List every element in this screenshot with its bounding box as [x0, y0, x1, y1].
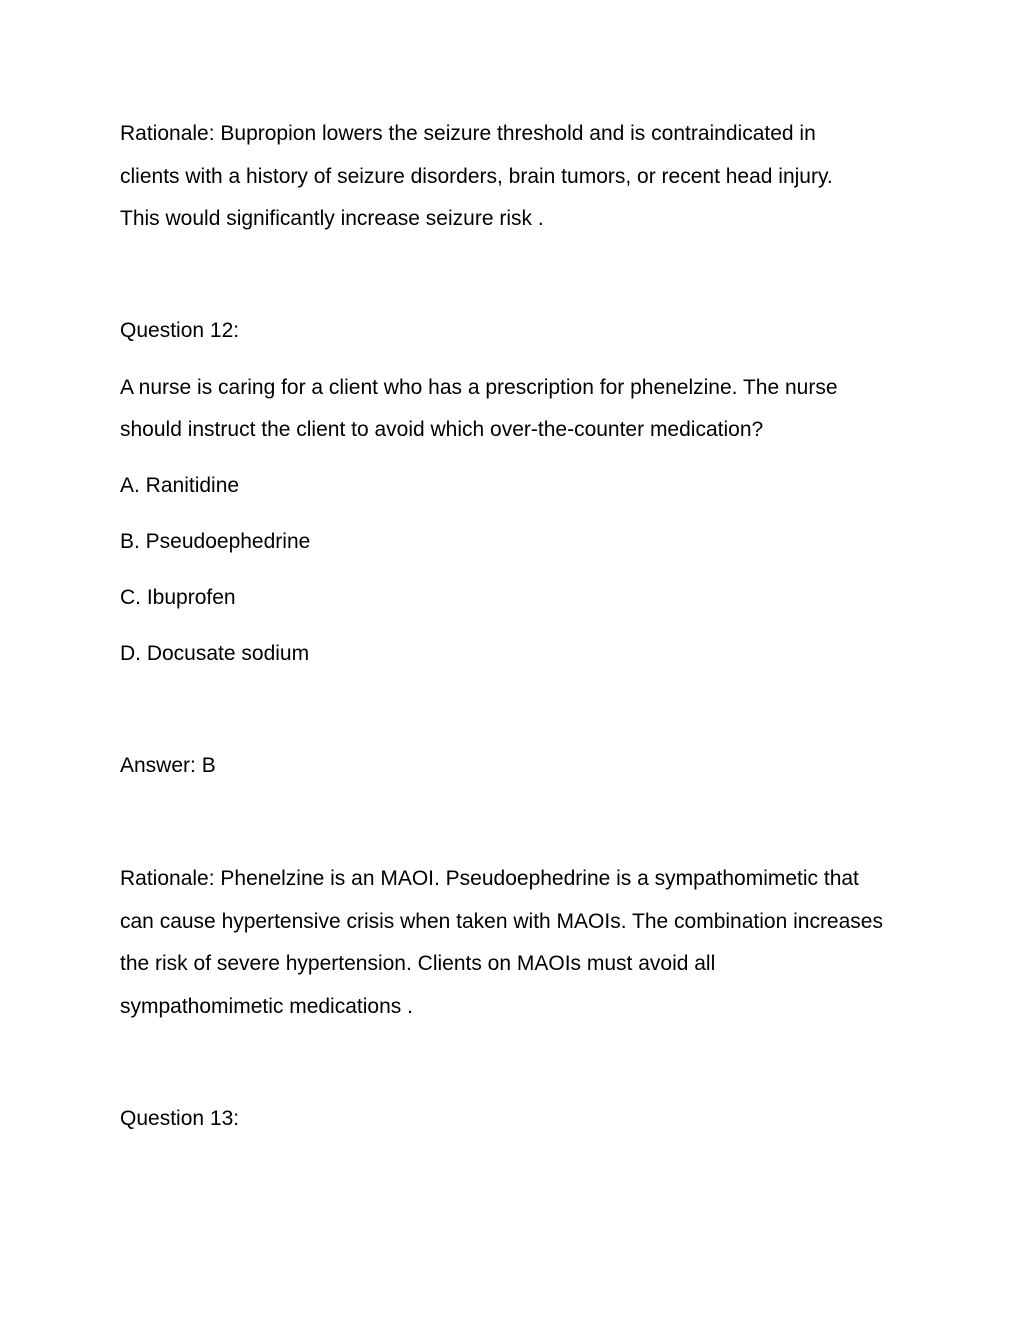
- question-12-stem-line-2: should instruct the client to avoid which over-the-counter medication?: [120, 418, 764, 441]
- question-12-rationale-line-3: the risk of severe hypertension. Clients on MAOIs must avoid all: [120, 952, 716, 975]
- question-12-stem-line-1: A nurse is caring for a client who has a prescription for phenelzine. The nurse: [120, 376, 838, 399]
- question-12-option-d: D. Docusate sodium: [120, 642, 310, 665]
- question-13-heading: Question 13:: [120, 1107, 240, 1130]
- question-12-rationale-line-2: can cause hypertensive crisis when taken with MAOIs. The combination increases: [120, 910, 883, 933]
- prev-rationale-line-2: clients with a history of seizure disorders, brain tumors, or recent head injury.: [120, 165, 833, 188]
- question-12-option-c: C. Ibuprofen: [120, 586, 236, 609]
- question-12-option-a: A. Ranitidine: [120, 474, 240, 497]
- question-12-answer: Answer: B: [120, 754, 216, 777]
- question-12-heading: Question 12:: [120, 319, 240, 342]
- prev-rationale-line-1: Rationale: Bupropion lowers the seizure threshold and is contraindicated in: [120, 122, 816, 145]
- prev-rationale-line-3: This would significantly increase seizure risk .: [120, 207, 544, 230]
- question-12-rationale-line-1: Rationale: Phenelzine is an MAOI. Pseudoephedrine is a sympathomimetic that: [120, 867, 859, 890]
- question-12-option-b: B. Pseudoephedrine: [120, 530, 311, 553]
- question-12-rationale-line-4: sympathomimetic medications .: [120, 995, 413, 1018]
